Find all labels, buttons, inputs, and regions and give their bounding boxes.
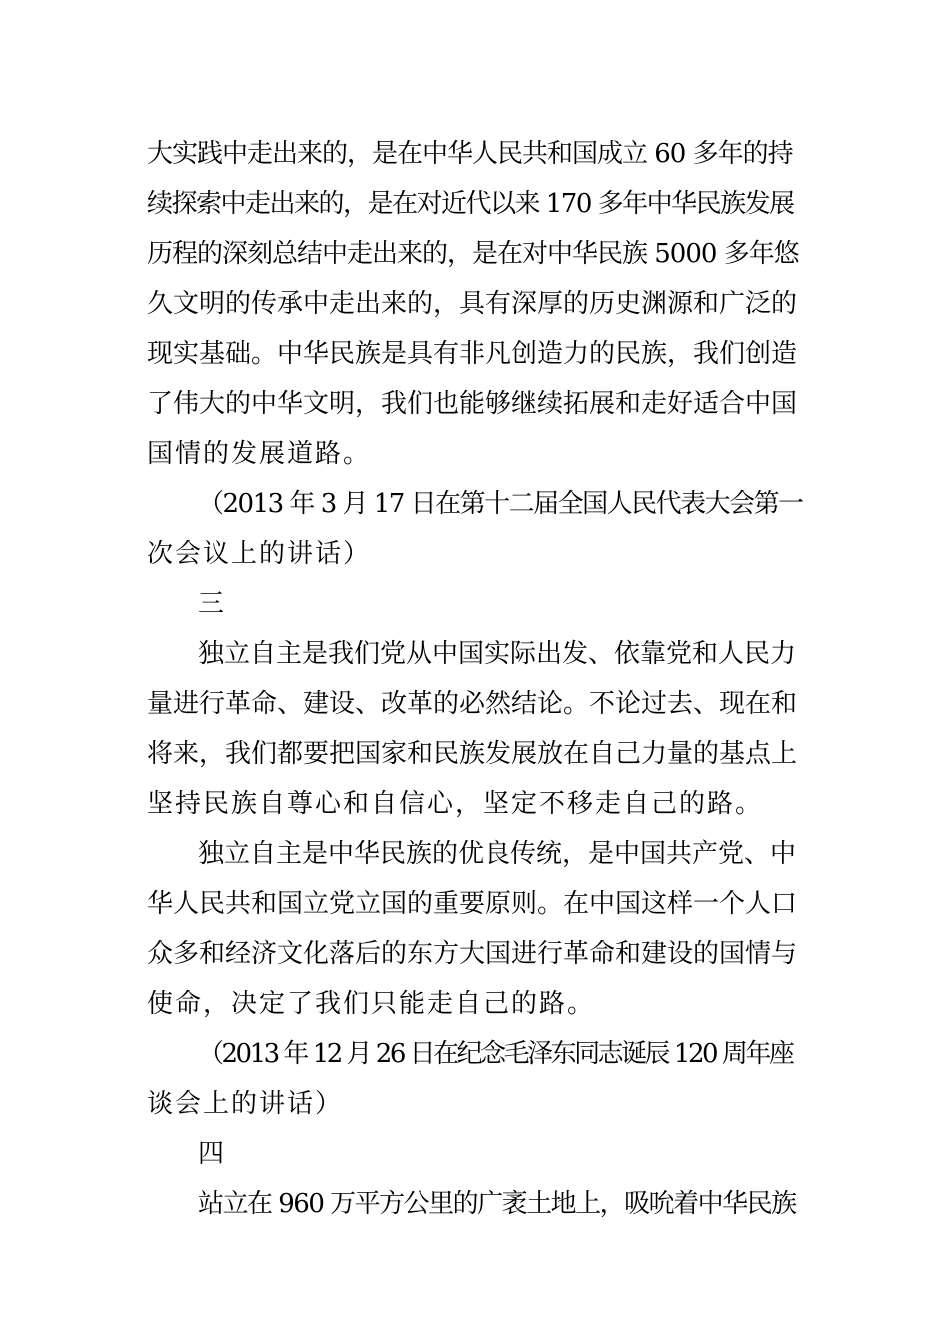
citation-line: 谈会上的讲话） bbox=[147, 1089, 344, 1119]
citation-line: （2013 年 12 月 26 日在纪念毛泽东同志诞辰 120 周年座 bbox=[198, 1039, 793, 1069]
paragraph-line: 将来，我们都要把国家和民族发展放在自己力量的基点上 bbox=[147, 739, 798, 769]
paragraph-line: 独立自主是中华民族的优良传统，是中国共产党、中 bbox=[198, 839, 797, 869]
citation-line: 次会议上的讲话） bbox=[147, 539, 372, 569]
paragraph-line: 现实基础。中华民族是具有非凡创造力的民族，我们创造 bbox=[147, 339, 798, 369]
paragraph-line: 历程的深刻总结中走出来的，是在对中华民族 5000 多年悠 bbox=[147, 239, 799, 269]
paragraph-line: 站立在 960 万平方公里的广袤土地上，吸吮着中华民族 bbox=[198, 1189, 796, 1219]
paragraph-line: 华人民共和国立党立国的重要原则。在中国这样一个人口 bbox=[147, 889, 798, 919]
paragraph-line: 众多和经济文化落后的东方大国进行革命和建设的国情与 bbox=[147, 939, 798, 969]
citation-line: （2013 年 3 月 17 日在第十二届全国人民代表大会第一 bbox=[198, 489, 803, 519]
paragraph-line: 了伟大的中华文明，我们也能够继续拓展和走好适合中国 bbox=[147, 389, 798, 419]
section-number: 三 bbox=[198, 589, 227, 619]
paragraph-line: 使命，决定了我们只能走自己的路。 bbox=[147, 989, 596, 1019]
paragraph-line: 久文明的传承中走出来的，具有深厚的历史渊源和广泛的 bbox=[147, 289, 798, 319]
paragraph-line: 量进行革命、建设、改革的必然结论。不论过去、现在和 bbox=[147, 689, 798, 719]
paragraph-line: 坚持民族自尊心和自信心，坚定不移走自己的路。 bbox=[147, 789, 764, 819]
paragraph-line: 独立自主是我们党从中国实际出发、依靠党和人民力 bbox=[198, 639, 797, 669]
paragraph-line: 大实践中走出来的，是在中华人民共和国成立 60 多年的持 bbox=[147, 139, 793, 169]
paragraph-line: 续探索中走出来的，是在对近代以来 170 多年中华民族发展 bbox=[147, 189, 794, 219]
paragraph-line: 国情的发展道路。 bbox=[147, 439, 372, 469]
section-number: 四 bbox=[198, 1139, 227, 1169]
